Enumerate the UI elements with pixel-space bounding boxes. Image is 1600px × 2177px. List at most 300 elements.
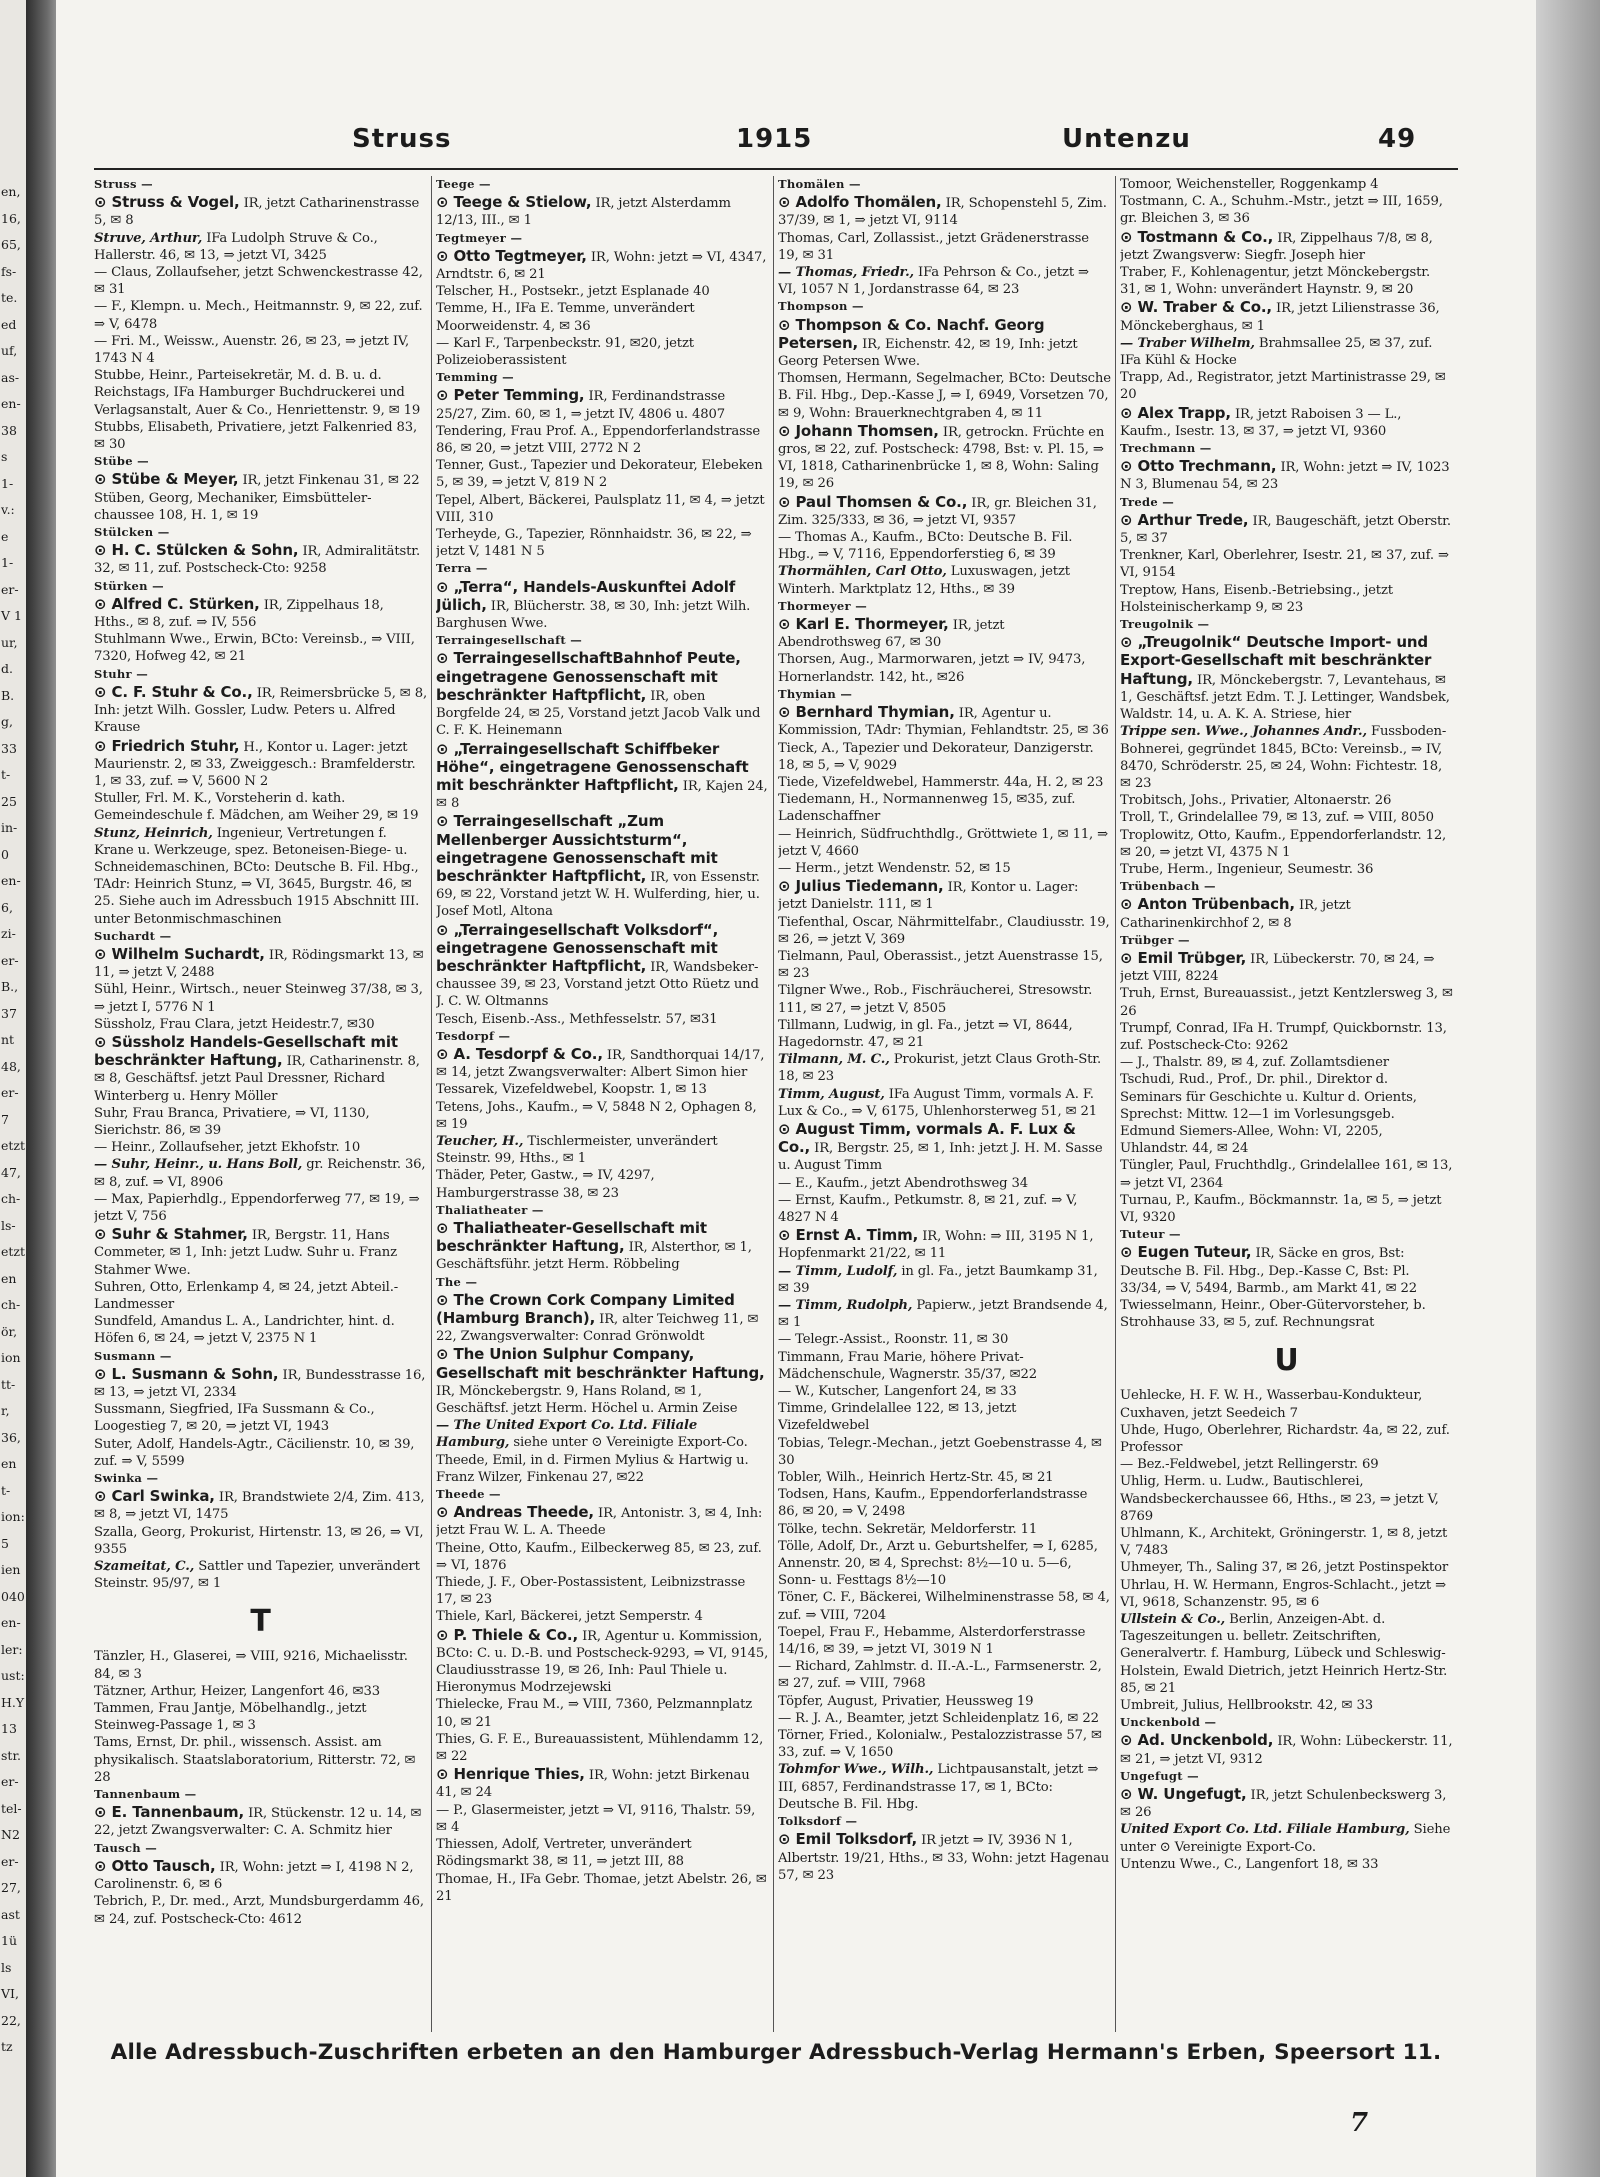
entry-name: ⊙ L. Susmann & Sohn, [94,1364,279,1383]
directory-entry: Tammen, Frau Jantje, Möbelhandlg., jetzt Steinweg-Passage 1, ✉ 3 [94,1701,367,1734]
firm-entry [778,1227,1111,1262]
directory-entry: Tiefenthal, Oscar, Nährmittelfabr., Claudiusstr. 19, ✉ 26, ⇒ jetzt V, 369 [778,914,1110,947]
entry-name: ⊙ „Treugolnik“ Deutsche Import- und Export-Gesellschaft mit beschränkter Haftung, [1120,633,1432,688]
group-heading: Trübenbach — [1120,879,1216,894]
firm-entry [436,650,769,739]
directory-entry: Uhlig, Herm. u. Ludw., Bautischlerei, Wandsbeckerchaussee 66, Hths., ✉ 23, ⇒ jetzt V, 8769 [1120,1474,1439,1524]
entry-name: ⊙ „Terraingesellschaft Volksdorf“, eingetragene Genossenschaft mit beschränkter Haftpflicht, [436,920,719,975]
directory-entry: Thomas, Carl, Zollassist., jetzt Grädenerstrasse 19, ✉ 31 [778,230,1089,263]
adjacent-page-fragment: tel- [1,1800,22,1816]
entry-name: ⊙ Ernst A. Timm, [778,1226,919,1245]
group-heading: Treugolnik — [1120,617,1210,632]
directory-entry: — F., Klempn. u. Mech., Heitmannstr. 9, ✉ 22, zuf. ⇒ V, 6478 [94,299,423,332]
entry-details: Lichtpausanstalt, jetzt ⇒ III, 6857, Ferdinandstrasse 17, ✉ 1, BCto: Deutsche B. Fil. Hbg. [778,1762,1099,1812]
directory-entry: Stuhlmann Wwe., Erwin, BCto: Vereinsb., ⇒ VIII, 7320, Hofweg 42, ✉ 21 [94,632,415,665]
firm-entry [1120,896,1453,931]
directory-entry: Tätzner, Arthur, Heizer, Langenfort 46, ✉33 [94,1683,380,1699]
entry-details: IR, Reimersbrücke 5, ✉ 8, Inh: jetzt Wilh. Gossler, Ludw. Peters u. Alfred Krause [94,685,427,736]
entry-name: ⊙ Adolfo Thomälen, [778,193,942,212]
entry-details: IR, Agentur u. Kommission, BCto: C. u. D.-B. und Postscheck-9293, ⇒ VI, 9145, Claudiusstrasse 19, ✉ 26, Inh: Paul Thiele u. Hieronymus Modrzejewski [436,1628,769,1696]
directory-entry: Tölke, techn. Sekretär, Meldorferstr. 11 [778,1521,1038,1537]
adjacent-page-fragment: 1- [1,475,14,491]
column-2 [436,176,769,2030]
entry-name: Thormählen, Carl Otto, [778,564,947,580]
adjacent-page-fragment: 47, [1,1164,21,1180]
firm-entry [436,248,769,283]
adjacent-page-fragment: 48, [1,1058,21,1074]
firm-entry [436,1220,769,1274]
highlighted-entry [1120,1821,1453,1855]
entry-name: ⊙ Peter Temming, [436,386,585,405]
directory-entry: Traber, F., Kohlenagentur, jetzt Mönckebergstr. 31, ✉ 1, Wohn: unverändert Haynstr. 9, ✉ 20 [1120,265,1430,298]
header-left-keyword: Struss [352,124,452,154]
entry-details: Sattler und Tapezier, unverändert Steinstr. 95/97, ✉ 1 [94,1559,420,1592]
group-heading: Thomälen — [778,177,861,191]
adjacent-page-fragment: t- [1,1482,11,1498]
entry-details: IR, Wohn: jetzt ⇒ VI, 4347, Arndtstr. 6, ✉ 21 [436,249,767,283]
entry-details: IR, jetzt Lilienstrasse 36, Mönckeberghaus, ✉ 1 [1120,301,1440,334]
entry-details: Berlin, Anzeigen-Abt. d. Tageszeitungen u. belletr. Zeitschriften, Generalvertr. f. Hamburg, Lübeck und Schleswig-Holstein, Ewald Dietrich, jetzt Heinrich Hertz-Str. 85, ✉ 21 [1120,1612,1448,1696]
entry-name: ⊙ „Terraingesellschaft Schiffbeker Höhe“, eingetragene Genossenschaft mit beschränkter Haftpflicht, [436,739,749,794]
group-heading: Trede — [1120,494,1175,509]
firm-entry [94,946,427,981]
firm-entry [778,317,1111,371]
entry-details: IR, Mönckebergstr. 9, Hans Roland, ✉ 1, Geschäftsf. jetzt Herm. Höchel u. Armin Zeise [436,1383,738,1417]
column-4 [1120,176,1453,2030]
entry-details: Tischlermeister, unverändert Steinstr. 99, Hths., ✉ 1 [436,1133,718,1167]
entry-details: IR, getrockn. Früchte en gros, ✉ 22, zuf. Postscheck: 4798, Bst: v. Pl. 15, ⇒ VI, 1818, Catharinenbrücke 1, ✉ 8, Wohn: Saling 19, ✉ 26 [778,424,1105,492]
firm-entry [436,194,769,229]
entry-name: ⊙ Ad. Unckenbold, [1120,1731,1274,1750]
entry-details: IR, Säcke en gros, Bst: Deutsche B. Fil. Hbg., Dep.-Kasse C, Bst: Pl. 33/34, ⇒ V, 5494, Barmb., am Markt 41, ✉ 22 [1120,1246,1418,1296]
adjacent-page-fragment: ör, [1,1323,18,1339]
directory-entry: — Ernst, Kaufm., Petkumstr. 8, ✉ 21, zuf. ⇒ V, 4827 N 4 [778,1192,1078,1225]
firm-entry [1120,1732,1453,1767]
group-heading: Susmann — [94,1348,172,1363]
entry-name: ⊙ TerraingesellschaftBahnhof Peute, eingetragene Genossenschaft mit beschränkter Haftpflicht, [436,649,741,704]
entry-name: ⊙ Süssholz Handels-Gesellschaft mit beschränkter Haftung, [94,1032,398,1070]
directory-entry: Töpfer, August, Privatier, Heussweg 19 [778,1693,1034,1709]
adjacent-page-fragment: en- [1,873,21,888]
firm-entry [94,596,427,631]
directory-entry: Süssholz, Frau Clara, jetzt Heidestr.7, ✉30 [94,1016,375,1032]
adjacent-page-fragment: N2 [1,1827,20,1842]
entry-name: ⊙ Otto Trechmann, [1120,457,1277,476]
adjacent-page-fragment: nt [1,1032,15,1047]
directory-entry: Szalla, Georg, Prokurist, Hirtenstr. 13, ✉ 26, ⇒ VI, 9355 [94,1524,424,1557]
entry-details: IR, Wohn: Lübeckerstr. 11, ✉ 21, ⇒ jetzt VI, 9312 [1120,1734,1453,1767]
entry-details: IR, Brandstwiete 2/4, Zim. 413, ✉ 8, ⇒ jetzt VI, 1475 [94,1490,425,1523]
firm-entry [1120,512,1453,547]
firm-entry [1120,1786,1453,1821]
firm-entry [436,579,769,633]
directory-entry: — Claus, Zollaufseher, jetzt Schwenckestrasse 42, ✉ 31 [94,265,423,298]
entry-name: Struve, Arthur, [94,230,203,246]
adjacent-page-fragment: 22, [1,2012,21,2028]
entry-details: IR, Mönckebergstr. 7, Levantehaus, ✉ 1, Geschäftsf. jetzt Edm. T. J. Lettinger, Wandsbek, Waldstr. 14, u. A. K. A. Striese, hier [1120,672,1450,723]
directory-entry: — Telegr.-Assist., Roonstr. 11, ✉ 30 [778,1332,1009,1348]
entry-name: ⊙ The Union Sulphur Company, Gesellschaft mit beschränkter Haftung, [436,1345,765,1382]
highlighted-entry [94,1156,427,1190]
page-header [56,124,1536,164]
entry-name: ⊙ Tostmann & Co., [1120,227,1274,246]
entry-details: IFa August Timm, vormals A. F. Lux & Co., ⇒ V, 6175, Uhlenhorsterweg 51, ✉ 21 [778,1086,1098,1119]
highlighted-entry [778,563,1111,597]
directory-entry: — Thomas A., Kaufm., BCto: Deutsche B. Fil. Hbg., ⇒ V, 7116, Eppendorferstieg 6, ✉ 39 [778,530,1073,563]
highlighted-entry [778,1086,1111,1120]
entry-name: Ullstein & Co., [1120,1612,1226,1628]
adjacent-page-fragment: 33 [1,740,17,756]
adjacent-page-fragment: te. [1,290,18,305]
firm-entry [778,1831,1111,1884]
directory-entry: — Herm., jetzt Wendenstr. 52, ✉ 15 [778,860,1011,876]
directory-entry: — Bez.-Feldwebel, jetzt Rellingerstr. 69 [1120,1457,1379,1473]
directory-entry: Tänzler, H., Glaserei, ⇒ VIII, 9216, Michaelisstr. 84, ✉ 3 [94,1649,408,1682]
adjacent-page-fragment: 16, [1,210,21,226]
directory-entry: Suter, Adolf, Handels-Agtr., Cäcilienstr. 10, ✉ 39, zuf. ⇒ V, 5599 [94,1436,415,1469]
directory-entry: Theede, Emil, in d. Firmen Mylius & Hartwig u. Franz Wilzer, Finkenau 27, ✉22 [436,1452,749,1485]
group-heading: Suchardt — [94,928,172,943]
entry-details: IR, Schopenstehl 5, Zim. 37/39, ✉ 1, ⇒ jetzt VI, 9114 [778,196,1107,229]
entry-name: ⊙ Otto Tausch, [94,1856,216,1875]
entry-name: ⊙ Otto Tegtmeyer, [436,246,587,265]
firm-entry [778,616,1111,651]
entry-name: ⊙ Thaliatheater-Gesellschaft mit beschränkter Haftung, [436,1218,707,1256]
directory-entry: Uhmeyer, Th., Saling 37, ✉ 26, jetzt Postinspektor [1120,1560,1449,1576]
adjacent-page-fragment: ien [1,1562,21,1577]
directory-entry: Tams, Ernst, Dr. phil., wissensch. Assist. am physikalisch. Staatslaboratorium, Ritterstr. 72, ✉ 28 [94,1735,416,1785]
firm-entry [778,494,1111,529]
directory-entry: Untenzu Wwe., C., Langenfort 18, ✉ 33 [1120,1856,1379,1872]
entry-details: IR, Wohn: jetzt ⇒ IV, 1023 N 3, Blumenau 54, ✉ 23 [1120,460,1450,493]
directory-entry: Tillmann, Ludwig, in gl. Fa., jetzt ⇒ VI, 8644, Hagedornstr. 47, ✉ 21 [778,1017,1073,1050]
adjacent-page-fragment: en [1,1456,17,1471]
highlighted-entry [1120,335,1453,369]
entry-name: ⊙ Carl Swinka, [94,1487,215,1506]
directory-entry: — W., Kutscher, Langenfort 24, ✉ 33 [778,1384,1017,1400]
entry-name: — Timm, Rudolph, [778,1298,913,1313]
directory-entry: Tostmann, C. A., Schuhm.-Mstr., jetzt ⇒ III, 1659, gr. Bleichen 3, ✉ 36 [1120,194,1443,227]
firm-entry [436,741,769,813]
directory-entry: Tendering, Frau Prof. A., Eppendorferlandstrasse 86, ✉ 20, ⇒ jetzt VIII, 2772 N 2 [436,423,761,457]
entry-name: ⊙ Emil Tolksdorf, [778,1830,918,1849]
entry-name: ⊙ The Crown Cork Company Limited (Hamburg Branch), [436,1290,735,1327]
adjacent-page-fragment: ion: [1,1509,25,1524]
adjacent-page-fragment: in- [1,820,18,835]
directory-entry: Tomoor, Weichensteller, Roggenkamp 4 [1120,177,1379,192]
directory-entry: Troll, T., Grindelallee 79, ✉ 13, zuf. ⇒ VIII, 8050 [1120,810,1434,826]
footer-notice: Alle Adressbuch-Zuschriften erbeten an den Hamburger Adressbuch-Verlag Hermann's Erben, Speersort 11. [110,2040,1442,2065]
entry-name: Tohmfor Wwe., Wilh., [778,1762,934,1778]
sheet-mark: 7 [1350,2108,1369,2138]
entry-name: United Export Co. Ltd. Filiale Hamburg, [1120,1822,1410,1838]
entry-name: — Thomas, Friedr., [778,265,914,281]
directory-entry: — R. J. A., Beamter, jetzt Schleidenplatz 16, ✉ 22 [778,1710,1099,1726]
directory-entry: Tetens, Johs., Kaufm., ⇒ V, 5848 N 2, Ophagen 8, ✉ 19 [436,1099,757,1132]
entry-details: IR, Sandthorquai 14/17, ✉ 14, jetzt Zwangsverwalter: Albert Simon hier [436,1047,765,1081]
firm-entry [436,387,769,422]
adjacent-page-fragment: 37 [1,1005,17,1021]
directory-entry: Tenner, Gust., Tapezier und Dekorateur, Elebeken 5, ✉ 39, ⇒ jetzt V, 819 N 2 [436,458,763,491]
group-heading: Tausch — [94,1840,158,1855]
entry-details: IR, jetzt Abendrothsweg 67, ✉ 30 [778,618,1005,651]
firm-entry [94,738,427,791]
directory-entry: — Max, Papierhdlg., Eppendorferweg 77, ✉ 19, ⇒ jetzt V, 756 [94,1191,420,1224]
entry-details: IR, Alsterthor, ✉ 1, Geschäftsführ. jetzt Herm. Röbbeling [436,1240,752,1273]
adjacent-page-fragment: v.: [1,502,15,517]
group-heading: Thymian — [778,686,853,701]
entry-name: ⊙ C. F. Stuhr & Co., [94,682,253,701]
group-heading: Tuteur — [1120,1227,1181,1242]
entry-name: ⊙ „Terra“, Handels-Auskunftei Adolf Jülich, [436,577,736,614]
directory-entry: Trapp, Ad., Registrator, jetzt Martinistrasse 29, ✉ 20 [1120,370,1446,403]
directory-entry: Tiedemann, H., Normannenweg 15, ✉35, zuf. Ladenschaffner [778,792,1076,825]
directory-entry: Tessarek, Vizefeldwebel, Koopstr. 1, ✉ 13 [436,1082,707,1098]
scan-margin [1536,0,1600,2177]
adjacent-page-fragment: er- [1,1085,19,1100]
adjacent-page-fragment: 0 [1,846,9,862]
directory-entry: Trumpf, Conrad, IFa H. Trumpf, Quickbornstr. 13, zuf. Postscheck-Cto: 9262 [1120,1020,1447,1053]
highlighted-entry [94,1558,427,1592]
highlighted-entry [436,1417,769,1451]
adjacent-page-fragment: 27, [1,1880,21,1895]
directory-entry: Tobias, Telegr.-Mechan., jetzt Goebenstrasse 4, ✉ 30 [778,1435,1102,1468]
entry-details: in gl. Fa., jetzt Baumkamp 31, ✉ 39 [778,1263,1098,1296]
entry-details: IFa Pehrson & Co., jetzt ⇒ VI, 1057 N 1, Jordanstrasse 64, ✉ 23 [778,265,1089,298]
adjacent-page-fragment: ls- [1,1217,16,1233]
adjacent-page-fragment: ch- [1,1191,21,1206]
entry-details: IR, Wohn: jetzt ⇒ I, 4198 N 2, Carolinenstr. 6, ✉ 6 [94,1859,414,1893]
group-heading: Tegtmeyer — [436,230,523,245]
adjacent-page-fragment: as- [1,369,20,385]
firm-entry [94,1034,427,1105]
adjacent-page-fragment: g, [1,714,13,729]
column-divider [1115,176,1116,2032]
directory-entry: Temme, H., IFa E. Temme, unverändert Moorweidenstr. 4, ✉ 36 [436,301,695,334]
entry-name: ⊙ W. Traber & Co., [1120,298,1272,317]
firm-entry [1120,299,1453,334]
directory-entry: Uehlecke, H. F. W. H., Wasserbau-Kondukteur, Cuxhaven, jetzt Seedeich 7 [1120,1388,1423,1421]
entry-details: IR, Kajen 24, ✉ 8 [436,778,768,812]
group-heading: Teege — [436,177,491,191]
entry-name: ⊙ A. Tesdorpf & Co., [436,1044,603,1063]
entry-name: ⊙ Arthur Trede, [1120,510,1249,529]
group-heading: Ungefugt — [1120,1768,1199,1783]
directory-entry: Tilgner Wwe., Rob., Fischräucherei, Stresowstr. 111, ✉ 27, ⇒ jetzt V, 8505 [778,983,1093,1016]
directory-entry: Thielecke, Frau M., ⇒ VIII, 7360, Pelzmannplatz 10, ✉ 21 [436,1697,753,1730]
entry-details: IR, Antonistr. 3, ✉ 4, Inh: jetzt Frau W. L. A. Theede [436,1506,763,1539]
directory-entry: Twiesselmann, Heinr., Ober-Gütervorsteher, b. Strohhause 33, ✉ 5, zuf. Rechnungsrat [1120,1298,1426,1331]
entry-details: IR, Kontor u. Lager: jetzt Danielstr. 111, ✉ 1 [778,880,1079,913]
group-heading: Swinka — [94,1471,159,1486]
entry-name: ⊙ E. Tannenbaum, [94,1803,245,1822]
entry-details: IR, Ferdinandstrasse 25/27, Zim. 60, ✉ 1, ⇒ jetzt IV, 4806 u. 4807 [436,389,726,422]
firm-entry [778,194,1111,229]
directory-entry: Thiede, J. F., Ober-Postassistent, Leibnizstrasse 17, ✉ 23 [436,1575,746,1608]
page-number: 49 [1378,124,1417,154]
firm-entry [94,194,427,229]
group-heading: Stübe — [94,454,149,469]
adjacent-page-fragment: s [1,449,8,464]
entry-name: ⊙ August Timm, vormals A. F. Lux & Co., [778,1119,1076,1157]
directory-entry: Uhrlau, H. W. Hermann, Engros-Schlacht., jetzt ⇒ VI, 9618, Schanzenstr. 95, ✉ 6 [1120,1577,1446,1610]
adjacent-page-strip [0,0,26,2177]
entry-details: siehe unter ⊙ Vereinigte Export-Co. [509,1435,748,1451]
directory-entry: — Heinr., Zollaufseher, jetzt Ekhofstr. 10 [94,1140,361,1156]
directory-entry: Tepel, Albert, Bäckerei, Paulsplatz 11, ✉ 4, ⇒ jetzt VIII, 310 [436,492,765,525]
adjacent-page-fragment: 25 [1,793,17,809]
entry-details: IR, von Essenstr. 69, ✉ 22, Vorstand jetzt W. H. Wulferding, hier, u. Josef Motl, Altona [436,869,760,920]
entry-name: ⊙ Emil Trübger, [1120,948,1247,967]
entry-name: ⊙ P. Thiele & Co., [436,1625,579,1644]
entry-details: IR, Bundesstrasse 16, ✉ 13, ⇒ jetzt VI, 2334 [94,1367,426,1401]
adjacent-page-fragment: ler: [1,1641,23,1657]
directory-entry: Thäder, Peter, Gastw., ⇒ IV, 4297, Hamburgerstrasse 38, ✉ 23 [436,1168,655,1201]
entry-details: Prokurist, jetzt Claus Groth-Str. 18, ✉ 23 [778,1052,1101,1085]
entry-name: ⊙ Alex Trapp, [1120,403,1231,422]
group-heading: Unckenbold — [1120,1715,1217,1730]
adjacent-page-fragment: 13 [1,1721,17,1736]
entry-details: IR, Wandsbeker-chaussee 39, ✉ 23, Vorstand jetzt Otto Rüetz und J. C. W. Oltmanns [436,959,759,1010]
directory-entry: Thies, G. F. E., Bureauassistent, Mühlendamm 12, ✉ 22 [436,1731,764,1765]
entry-details: IR jetzt ⇒ IV, 3936 N 1, Albertstr. 19/21, Hths., ✉ 33, Wohn: jetzt Hagenau 57, ✉ 23 [778,1833,1110,1883]
entry-details: IR, jetzt Schulenbeckswerg 3, ✉ 26 [1120,1788,1447,1821]
firm-entry [94,471,427,489]
adjacent-page-fragment: er- [1,1853,19,1869]
directory-entry: Truh, Ernst, Bureauassist., jetzt Kentzlersweg 3, ✉ 26 [1120,986,1453,1019]
group-heading: Stülcken — [94,525,170,540]
firm-entry [778,1121,1111,1175]
section-letter: U [1274,1343,1299,1379]
adjacent-page-fragment: ls [1,1959,12,1975]
firm-entry [1120,1244,1453,1297]
firm-entry [1120,458,1453,493]
entry-name: ⊙ Julius Tiedemann, [778,877,944,896]
group-heading: Thaliatheater — [436,1202,544,1217]
entry-details: Papierw., jetzt Brandsende 4, ✉ 1 [778,1298,1108,1331]
adjacent-page-fragment: etzt [1,1244,26,1259]
firm-entry [778,878,1111,913]
entry-name: Szameitat, C., [94,1559,195,1575]
entry-name: ⊙ Alfred C. Stürken, [94,594,260,613]
entry-details: H., Kontor u. Lager: jetzt Maurienstr. 2, ✉ 33, Zweiggesch.: Bramfelderstr. 1, ✉ 33, zuf. ⇒ V, 5600 N 2 [94,739,416,789]
entry-details: Siehe unter ⊙ Vereinigte Export-Co. [1120,1822,1451,1855]
entry-name: ⊙ H. C. Stülcken & Sohn, [94,541,299,560]
highlighted-entry [778,1297,1111,1331]
adjacent-page-fragment: er- [1,1774,19,1789]
directory-entry: Suhren, Otto, Erlenkamp 4, ✉ 24, jetzt Abteil.-Landmesser [94,1279,399,1312]
header-year: 1915 [736,124,813,154]
highlighted-entry [436,1133,769,1167]
adjacent-page-fragment: 1ü [1,1933,18,1948]
directory-entry: Umbreit, Julius, Hellbrookstr. 42, ✉ 33 [1120,1698,1373,1714]
entry-name: ⊙ Henrique Thies, [436,1765,585,1784]
directory-entry: Sussmann, Siegfried, IFa Sussmann & Co., Loogestieg 7, ✉ 20, ⇒ jetzt VI, 1943 [94,1402,375,1435]
firm-entry [94,1804,427,1839]
entry-details: IR, gr. Bleichen 31, Zim. 325/333, ✉ 36, ⇒ jetzt VI, 9357 [778,495,1097,528]
group-heading: Trübger — [1120,932,1190,947]
entry-name: ⊙ Karl E. Thormeyer, [778,615,949,634]
group-heading: Terra — [436,561,488,576]
entry-name: ⊙ Struss & Vogel, [94,193,240,212]
directory-entry: Sundfeld, Amandus L. A., Landrichter, hint. d. Höfen 6, ✉ 24, ⇒ jetzt V, 2375 N 1 [94,1314,395,1347]
highlighted-entry [94,230,427,264]
entry-details: IR, Agentur u. Kommission, TAdr: Thymian, Fehlandtstr. 25, ✉ 36 [778,706,1109,739]
group-heading: Tesdorpf — [436,1028,511,1043]
adjacent-page-fragment: 65, [1,237,21,252]
entry-details: IR, Zippelhaus 18, Hths., ✉ 8, zuf. ⇒ IV, 556 [94,597,384,631]
directory-entry: Thomae, H., IFa Gebr. Thomae, jetzt Abelstr. 26, ✉ 21 [436,1871,767,1904]
adjacent-page-fragment: H.Y [1,1694,25,1710]
entry-name: Tilmann, M. C., [778,1052,890,1068]
header-right-keyword: Untenzu [1062,124,1191,154]
firm-entry [436,1504,769,1539]
directory-entry: Tebrich, P., Dr. med., Arzt, Mundsburgerdamm 46, ✉ 24, zuf. Postscheck-Cto: 4612 [94,1894,424,1927]
adjacent-page-fragment: 5 [1,1535,9,1551]
firm-entry [94,1488,427,1523]
adjacent-page-fragment: B. [1,687,15,703]
entry-name: Timm, August, [778,1086,885,1102]
column-1 [94,176,427,2030]
directory-entry: Tobler, Wilh., Heinrich Hertz-Str. 45, ✉ 21 [778,1470,1054,1486]
entry-details: IR, Catharinenstr. 8, ✉ 8, Geschäftsf. jetzt Paul Dressner, Richard Winterberg u. Henry Möller [94,1054,420,1104]
entry-details: IR, Stückenstr. 12 u. 14, ✉ 22, jetzt Zwangsverwalter: C. A. Schmitz hier [94,1806,422,1839]
entry-details: IR, oben Borgfelde 24, ✉ 25, Vorstand jetzt Jacob Valk und C. F. K. Heinemann [436,688,761,739]
directory-entry: Tschudi, Rud., Prof., Dr. phil., Direktor d. Seminars für Geschichte u. Kultur d. Orients, Sprechst: Mittw. 12—1 im Vorlesungsgeb. Edmund Siemers-Allee, Wohn: VI, 2205, Uhlandstr. 44, ✉ 24 [1120,1072,1417,1157]
directory-entry: Tesch, Eisenb.-Ass., Methfesselstr. 57, ✉31 [436,1011,718,1027]
directory-entry: Tielmann, Paul, Oberassist., jetzt Auenstrasse 15, ✉ 23 [778,948,1103,982]
directory-entry: — E., Kaufm., jetzt Abendrothsweg 34 [778,1175,1028,1191]
entry-details: IR, jetzt Alsterdamm 12/13, III., ✉ 1 [436,196,731,229]
directory-entry: Tieck, A., Tapezier und Dekorateur, Danzigerstr. 18, ✉ 5, ⇒ V, 9029 [778,740,1094,773]
directory-entry: — Heinrich, Südfruchthdlg., Gröttwiete 1, ✉ 11, ⇒ jetzt V, 4660 [778,826,1109,859]
entry-details: IR, Wohn: jetzt Birkenau 41, ✉ 24 [436,1768,750,1801]
entry-details: IR, Lübeckerstr. 70, ✉ 24, ⇒ jetzt VIII, 8224 [1120,951,1435,985]
group-heading: Stuhr — [94,666,149,681]
firm-entry [1120,229,1453,264]
directory-entry: Trenkner, Karl, Oberlehrer, Isestr. 21, ✉ 37, zuf. ⇒ VI, 9154 [1120,548,1449,581]
group-heading: Terraingesellschaft — [436,633,583,648]
firm-entry [778,704,1111,739]
adjacent-page-fragment: 7 [1,1111,9,1127]
adjacent-page-fragment: V 1 [1,608,22,623]
directory-entry: Timme, Grindelallee 122, ✉ 13, jetzt Vizefeldwebel [778,1401,1017,1434]
adjacent-page-fragment: VI, [1,1986,19,2001]
entry-name: Trippe sen. Wwe., Johannes Andr., [1120,724,1367,740]
adjacent-page-fragment: B., [1,979,19,994]
directory-entry: Thorsen, Aug., Marmorwaren, jetzt ⇒ IV, 9473, Hornerlandstr. 142, ht., ✉26 [778,652,1086,685]
adjacent-page-fragment: etzt [1,1138,26,1153]
adjacent-page-fragment: tz [1,2039,13,2054]
directory-entry: Treptow, Hans, Eisenb.-Betriebsing., jetzt Holsteinischerkamp 9, ✉ 23 [1120,582,1393,615]
entry-details: IR, Zippelhaus 7/8, ✉ 8, jetzt Zwangsverw: Siegfr. Joseph hier [1120,230,1433,263]
entry-name: ⊙ W. Ungefugt, [1120,1785,1247,1804]
entry-name: ⊙ Wilhelm Suchardt, [94,944,265,963]
entry-name: ⊙ Bernhard Thymian, [778,703,955,722]
entry-details: Brahmsallee 25, ✉ 37, zuf. IFa Kühl & Hocke [1120,335,1433,369]
entry-details: IR, Blücherstr. 38, ✉ 30, Inh: jetzt Wilh. Barghusen Wwe. [436,598,751,632]
entry-details: IR, Bergstr. 25, ✉ 1, Inh: jetzt J. H. M. Sasse u. August Timm [778,1141,1103,1174]
adjacent-page-fragment: en, [1,184,21,199]
directory-entry: Tiede, Vizefeldwebel, Hammerstr. 44a, H. 2, ✉ 23 [778,774,1104,790]
directory-entry: Stüben, Georg, Mechaniker, Eimsbütteler-chaussee 108, H. 1, ✉ 19 [94,490,372,523]
group-heading: Struss — [94,177,153,191]
entry-details: Ingenieur, Vertretungen f. Krane u. Werkzeuge, spez. Betoneisen-Biege- u. Schneidemaschinen, BCto: Deutsche B. Fil. Hbg., TAdr: Heinrich Stunz, ⇒ VI, 3645, Burgstr. 46, ✉ 25. Siehe auch im Adressbuch 1915 Abschnitt III. unter Betonmischmaschinen [94,825,420,927]
adjacent-page-fragment: ast [1,1906,20,1922]
directory-entry: Trube, Herm., Ingenieur, Seumestr. 36 [1120,861,1374,877]
adjacent-page-fragment: er- [1,952,19,968]
entry-name: ⊙ Andreas Theede, [436,1503,594,1522]
